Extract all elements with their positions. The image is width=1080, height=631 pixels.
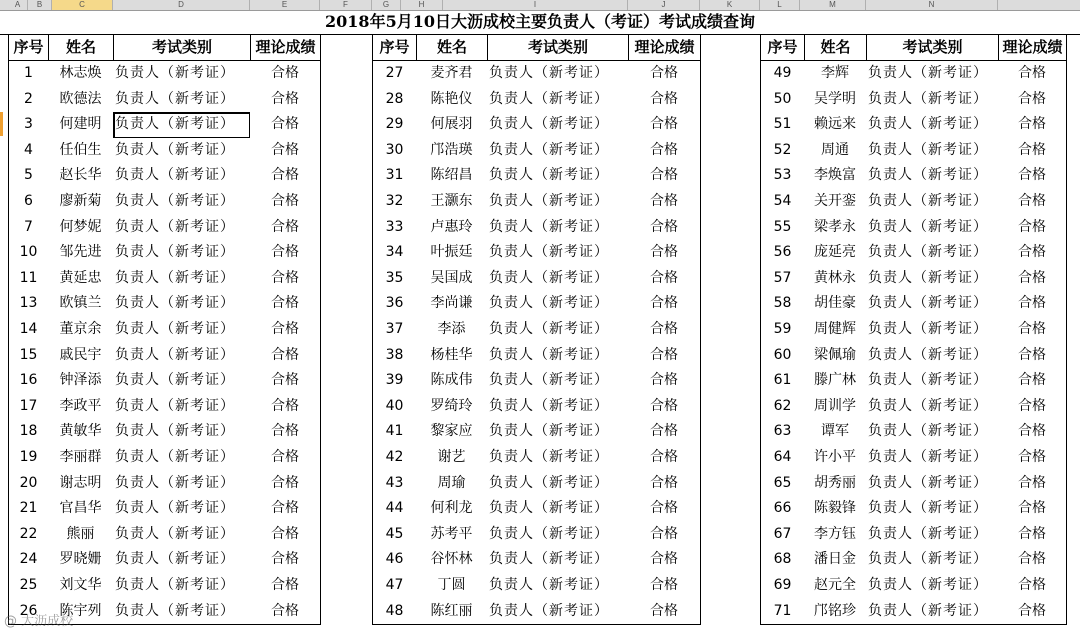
cell-score-g3-r14[interactable]: 合格 — [998, 394, 1067, 421]
header-name-group-3[interactable]: 姓名 — [804, 34, 867, 61]
cell-name-g1-r1[interactable]: 林志焕 — [48, 61, 114, 88]
cell-name-g1-r20[interactable]: 罗晓姗 — [48, 547, 114, 574]
cell-score-g3-r16[interactable]: 合格 — [998, 445, 1067, 472]
cell-type-g2-r18[interactable]: 负责人（新考证） — [487, 496, 629, 523]
cell-name-g3-r7[interactable]: 梁孝永 — [804, 215, 867, 242]
cell-name-g2-r19[interactable]: 苏考平 — [416, 522, 488, 549]
cell-name-g3-r12[interactable]: 梁佩瑜 — [804, 343, 867, 370]
cell-seq-g2-r3[interactable]: 29 — [372, 112, 417, 139]
cell-name-g2-r4[interactable]: 邝浩瑛 — [416, 138, 488, 165]
cell-type-g1-r19[interactable]: 负责人（新考证） — [113, 522, 251, 549]
cell-score-g3-r7[interactable]: 合格 — [998, 215, 1067, 242]
cell-name-g1-r18[interactable]: 官昌华 — [48, 496, 114, 523]
cell-score-g2-r7[interactable]: 合格 — [628, 215, 701, 242]
cell-score-g2-r6[interactable]: 合格 — [628, 189, 701, 216]
cell-name-g3-r8[interactable]: 庞延亮 — [804, 240, 867, 267]
cell-name-g1-r2[interactable]: 欧德法 — [48, 87, 114, 114]
cell-seq-g2-r17[interactable]: 43 — [372, 471, 417, 498]
cell-score-g2-r15[interactable]: 合格 — [628, 419, 701, 446]
cell-score-g2-r21[interactable]: 合格 — [628, 573, 701, 600]
cell-score-g1-r20[interactable]: 合格 — [250, 547, 321, 574]
cell-score-g3-r6[interactable]: 合格 — [998, 189, 1067, 216]
cell-type-g3-r6[interactable]: 负责人（新考证） — [866, 189, 999, 216]
header-seq-group-2[interactable]: 序号 — [372, 34, 417, 61]
cell-type-g2-r19[interactable]: 负责人（新考证） — [487, 522, 629, 549]
cell-seq-g2-r5[interactable]: 31 — [372, 163, 417, 190]
header-name-group-2[interactable]: 姓名 — [416, 34, 488, 61]
column-header-G[interactable]: G — [372, 0, 401, 10]
cell-seq-g2-r9[interactable]: 35 — [372, 266, 417, 293]
row-indicator — [0, 112, 3, 136]
cell-type-g2-r17[interactable]: 负责人（新考证） — [487, 471, 629, 498]
cell-seq-g2-r19[interactable]: 45 — [372, 522, 417, 549]
cell-score-g3-r17[interactable]: 合格 — [998, 471, 1067, 498]
cell-name-g2-r17[interactable]: 周瑜 — [416, 471, 488, 498]
cell-type-g1-r4[interactable]: 负责人（新考证） — [113, 138, 251, 165]
cell-name-g2-r21[interactable]: 丁圆 — [416, 573, 488, 600]
cell-seq-g2-r13[interactable]: 39 — [372, 368, 417, 395]
cell-seq-g2-r8[interactable]: 34 — [372, 240, 417, 267]
cell-seq-g3-r9[interactable]: 57 — [760, 266, 805, 293]
cell-type-g1-r18[interactable]: 负责人（新考证） — [113, 496, 251, 523]
cell-seq-g3-r17[interactable]: 65 — [760, 471, 805, 498]
cell-seq-g1-r15[interactable]: 18 — [8, 419, 49, 446]
cell-seq-g2-r18[interactable]: 44 — [372, 496, 417, 523]
cell-seq-g3-r3[interactable]: 51 — [760, 112, 805, 139]
header-type-group-1[interactable]: 考试类别 — [113, 34, 251, 61]
cell-score-g3-r8[interactable]: 合格 — [998, 240, 1067, 267]
cell-seq-g1-r3[interactable]: 3 — [8, 112, 49, 139]
cell-score-g1-r9[interactable]: 合格 — [250, 266, 321, 293]
cell-name-g1-r15[interactable]: 黄敏华 — [48, 419, 114, 446]
cell-type-g1-r8[interactable]: 负责人（新考证） — [113, 240, 251, 267]
cell-seq-g3-r5[interactable]: 53 — [760, 163, 805, 190]
cell-seq-g2-r20[interactable]: 46 — [372, 547, 417, 574]
column-header-F[interactable]: F — [320, 0, 372, 10]
cell-seq-g1-r6[interactable]: 6 — [8, 189, 49, 216]
column-header-B[interactable]: B — [28, 0, 52, 10]
cell-score-g1-r8[interactable]: 合格 — [250, 240, 321, 267]
cell-type-g3-r17[interactable]: 负责人（新考证） — [866, 471, 999, 498]
cell-type-g2-r22[interactable]: 负责人（新考证） — [487, 599, 629, 626]
cell-score-g3-r9[interactable]: 合格 — [998, 266, 1067, 293]
cell-score-g2-r3[interactable]: 合格 — [628, 112, 701, 139]
cell-name-g2-r7[interactable]: 卢惠玲 — [416, 215, 488, 242]
cell-type-g1-r10[interactable]: 负责人（新考证） — [113, 291, 251, 318]
cell-seq-g1-r22[interactable]: 26 — [8, 599, 49, 626]
cell-name-g3-r11[interactable]: 周健辉 — [804, 317, 867, 344]
cell-score-g3-r10[interactable]: 合格 — [998, 291, 1067, 318]
cell-name-g3-r3[interactable]: 赖远来 — [804, 112, 867, 139]
cell-score-g1-r22[interactable]: 合格 — [250, 599, 321, 626]
cell-score-g2-r8[interactable]: 合格 — [628, 240, 701, 267]
cell-name-g1-r21[interactable]: 刘文华 — [48, 573, 114, 600]
cell-seq-g1-r4[interactable]: 4 — [8, 138, 49, 165]
cell-score-g2-r4[interactable]: 合格 — [628, 138, 701, 165]
cell-name-g1-r6[interactable]: 廖新菊 — [48, 189, 114, 216]
cell-score-g1-r14[interactable]: 合格 — [250, 394, 321, 421]
column-header-C[interactable]: C — [52, 0, 113, 10]
watermark-text: @ 大沥成校 — [4, 614, 74, 629]
cell-name-g3-r9[interactable]: 黄林永 — [804, 266, 867, 293]
cell-seq-g3-r4[interactable]: 52 — [760, 138, 805, 165]
cell-score-g3-r20[interactable]: 合格 — [998, 547, 1067, 574]
cell-seq-g2-r12[interactable]: 38 — [372, 343, 417, 370]
cell-type-g3-r15[interactable]: 负责人（新考证） — [866, 419, 999, 446]
cell-type-g1-r3[interactable]: 负责人（新考证） — [113, 112, 251, 139]
cell-seq-g3-r8[interactable]: 56 — [760, 240, 805, 267]
column-header-A[interactable]: A — [8, 0, 28, 10]
cell-type-g3-r16[interactable]: 负责人（新考证） — [866, 445, 999, 472]
cell-type-g1-r12[interactable]: 负责人（新考证） — [113, 343, 251, 370]
cell-name-g3-r1[interactable]: 李辉 — [804, 61, 867, 88]
cell-seq-g3-r16[interactable]: 64 — [760, 445, 805, 472]
cell-score-g3-r4[interactable]: 合格 — [998, 138, 1067, 165]
cell-type-g3-r12[interactable]: 负责人（新考证） — [866, 343, 999, 370]
cell-seq-g3-r6[interactable]: 54 — [760, 189, 805, 216]
header-seq-group-3[interactable]: 序号 — [760, 34, 805, 61]
cell-seq-g1-r20[interactable]: 24 — [8, 547, 49, 574]
cell-type-g3-r13[interactable]: 负责人（新考证） — [866, 368, 999, 395]
cell-type-g2-r16[interactable]: 负责人（新考证） — [487, 445, 629, 472]
cell-score-g2-r19[interactable]: 合格 — [628, 522, 701, 549]
cell-score-g1-r16[interactable]: 合格 — [250, 445, 321, 472]
header-name-group-1[interactable]: 姓名 — [48, 34, 114, 61]
cell-name-g3-r17[interactable]: 胡秀丽 — [804, 471, 867, 498]
cell-name-g2-r20[interactable]: 谷怀林 — [416, 547, 488, 574]
cell-name-g3-r21[interactable]: 赵元全 — [804, 573, 867, 600]
cell-score-g2-r10[interactable]: 合格 — [628, 291, 701, 318]
cell-seq-g3-r14[interactable]: 62 — [760, 394, 805, 421]
header-seq-group-1[interactable]: 序号 — [8, 34, 49, 61]
cell-name-g3-r5[interactable]: 李焕富 — [804, 163, 867, 190]
cell-seq-g3-r2[interactable]: 50 — [760, 87, 805, 114]
cell-type-g1-r5[interactable]: 负责人（新考证） — [113, 163, 251, 190]
cell-name-g2-r1[interactable]: 麦齐君 — [416, 61, 488, 88]
cell-seq-g1-r10[interactable]: 13 — [8, 291, 49, 318]
cell-score-g3-r15[interactable]: 合格 — [998, 419, 1067, 446]
cell-seq-g2-r11[interactable]: 37 — [372, 317, 417, 344]
cell-seq-g3-r19[interactable]: 67 — [760, 522, 805, 549]
cell-seq-g1-r9[interactable]: 11 — [8, 266, 49, 293]
cell-type-g2-r6[interactable]: 负责人（新考证） — [487, 189, 629, 216]
cell-name-g3-r4[interactable]: 周通 — [804, 138, 867, 165]
cell-type-g1-r20[interactable]: 负责人（新考证） — [113, 547, 251, 574]
cell-score-g1-r11[interactable]: 合格 — [250, 317, 321, 344]
cell-score-g3-r18[interactable]: 合格 — [998, 496, 1067, 523]
cell-score-g1-r5[interactable]: 合格 — [250, 163, 321, 190]
column-header-I[interactable]: I — [443, 0, 628, 10]
cell-type-g3-r18[interactable]: 负责人（新考证） — [866, 496, 999, 523]
cell-type-g2-r7[interactable]: 负责人（新考证） — [487, 215, 629, 242]
cell-name-g2-r11[interactable]: 李添 — [416, 317, 488, 344]
cell-name-g1-r13[interactable]: 钟泽添 — [48, 368, 114, 395]
cell-type-g2-r20[interactable]: 负责人（新考证） — [487, 547, 629, 574]
cell-score-g1-r17[interactable]: 合格 — [250, 471, 321, 498]
cell-seq-g1-r13[interactable]: 16 — [8, 368, 49, 395]
cell-seq-g3-r20[interactable]: 68 — [760, 547, 805, 574]
cell-name-g2-r22[interactable]: 陈红丽 — [416, 599, 488, 626]
header-type-group-2[interactable]: 考试类别 — [487, 34, 629, 61]
cell-seq-g1-r11[interactable]: 14 — [8, 317, 49, 344]
cell-type-g1-r11[interactable]: 负责人（新考证） — [113, 317, 251, 344]
cell-score-g3-r21[interactable]: 合格 — [998, 573, 1067, 600]
cell-seq-g3-r1[interactable]: 49 — [760, 61, 805, 88]
cell-type-g2-r15[interactable]: 负责人（新考证） — [487, 419, 629, 446]
cell-score-g2-r18[interactable]: 合格 — [628, 496, 701, 523]
cell-score-g1-r18[interactable]: 合格 — [250, 496, 321, 523]
column-header-L[interactable]: L — [760, 0, 800, 10]
cell-type-g3-r19[interactable]: 负责人（新考证） — [866, 522, 999, 549]
cell-name-g2-r14[interactable]: 罗绮玲 — [416, 394, 488, 421]
cell-score-g1-r19[interactable]: 合格 — [250, 522, 321, 549]
cell-seq-g1-r1[interactable]: 1 — [8, 61, 49, 88]
cell-type-g3-r14[interactable]: 负责人（新考证） — [866, 394, 999, 421]
cell-seq-g2-r4[interactable]: 30 — [372, 138, 417, 165]
column-header-K[interactable]: K — [700, 0, 760, 10]
cell-seq-g2-r1[interactable]: 27 — [372, 61, 417, 88]
cell-score-g2-r22[interactable]: 合格 — [628, 599, 701, 626]
cell-score-g2-r16[interactable]: 合格 — [628, 445, 701, 472]
cell-type-g3-r7[interactable]: 负责人（新考证） — [866, 215, 999, 242]
cell-seq-g1-r8[interactable]: 10 — [8, 240, 49, 267]
cell-type-g1-r16[interactable]: 负责人（新考证） — [113, 445, 251, 472]
cell-name-g1-r8[interactable]: 邹先进 — [48, 240, 114, 267]
cell-type-g1-r22[interactable]: 负责人（新考证） — [113, 599, 251, 626]
cell-type-g1-r7[interactable]: 负责人（新考证） — [113, 215, 251, 242]
cell-name-g1-r5[interactable]: 赵长华 — [48, 163, 114, 190]
cell-seq-g2-r2[interactable]: 28 — [372, 87, 417, 114]
cell-score-g3-r19[interactable]: 合格 — [998, 522, 1067, 549]
cell-score-g1-r1[interactable]: 合格 — [250, 61, 321, 88]
cell-type-g3-r22[interactable]: 负责人（新考证） — [866, 599, 999, 626]
cell-score-g1-r7[interactable]: 合格 — [250, 215, 321, 242]
cell-type-g3-r8[interactable]: 负责人（新考证） — [866, 240, 999, 267]
cell-score-g2-r17[interactable]: 合格 — [628, 471, 701, 498]
cell-name-g3-r10[interactable]: 胡佳豪 — [804, 291, 867, 318]
cell-seq-g3-r12[interactable]: 60 — [760, 343, 805, 370]
cell-type-g1-r9[interactable]: 负责人（新考证） — [113, 266, 251, 293]
cell-name-g1-r19[interactable]: 熊丽 — [48, 522, 114, 549]
cell-type-g3-r21[interactable]: 负责人（新考证） — [866, 573, 999, 600]
cell-name-g2-r3[interactable]: 何展羽 — [416, 112, 488, 139]
cell-type-g2-r11[interactable]: 负责人（新考证） — [487, 317, 629, 344]
cell-name-g2-r16[interactable]: 谢艺 — [416, 445, 488, 472]
cell-seq-g1-r14[interactable]: 17 — [8, 394, 49, 421]
cell-type-g1-r17[interactable]: 负责人（新考证） — [113, 471, 251, 498]
cell-score-g3-r13[interactable]: 合格 — [998, 368, 1067, 395]
cell-name-g2-r2[interactable]: 陈艳仪 — [416, 87, 488, 114]
cell-name-g1-r14[interactable]: 李政平 — [48, 394, 114, 421]
header-score-group-1[interactable]: 理论成绩 — [250, 34, 321, 61]
cell-seq-g2-r22[interactable]: 48 — [372, 599, 417, 626]
cell-type-g2-r1[interactable]: 负责人（新考证） — [487, 61, 629, 88]
cell-name-g3-r14[interactable]: 周训学 — [804, 394, 867, 421]
cell-name-g3-r18[interactable]: 陈毅锋 — [804, 496, 867, 523]
cell-score-g2-r9[interactable]: 合格 — [628, 266, 701, 293]
cell-score-g2-r14[interactable]: 合格 — [628, 394, 701, 421]
cell-seq-g2-r15[interactable]: 41 — [372, 419, 417, 446]
column-header-M[interactable]: M — [800, 0, 866, 10]
cell-score-g3-r5[interactable]: 合格 — [998, 163, 1067, 190]
cell-score-g1-r21[interactable]: 合格 — [250, 573, 321, 600]
cell-seq-g3-r21[interactable]: 69 — [760, 573, 805, 600]
cell-name-g3-r20[interactable]: 潘日金 — [804, 547, 867, 574]
cell-score-g2-r12[interactable]: 合格 — [628, 343, 701, 370]
cell-score-g3-r3[interactable]: 合格 — [998, 112, 1067, 139]
cell-type-g3-r2[interactable]: 负责人（新考证） — [866, 87, 999, 114]
cell-seq-g1-r19[interactable]: 22 — [8, 522, 49, 549]
cell-score-g2-r11[interactable]: 合格 — [628, 317, 701, 344]
cell-seq-g3-r18[interactable]: 66 — [760, 496, 805, 523]
cell-score-g2-r5[interactable]: 合格 — [628, 163, 701, 190]
cell-name-g3-r15[interactable]: 谭军 — [804, 419, 867, 446]
cell-name-g1-r9[interactable]: 黄延忠 — [48, 266, 114, 293]
cell-seq-g1-r2[interactable]: 2 — [8, 87, 49, 114]
cell-score-g3-r2[interactable]: 合格 — [998, 87, 1067, 114]
header-score-group-3[interactable]: 理论成绩 — [998, 34, 1067, 61]
cell-score-g1-r12[interactable]: 合格 — [250, 343, 321, 370]
cell-score-g1-r3[interactable]: 合格 — [250, 112, 321, 139]
cell-type-g2-r3[interactable]: 负责人（新考证） — [487, 112, 629, 139]
cell-type-g1-r2[interactable]: 负责人（新考证） — [113, 87, 251, 114]
cell-score-g2-r2[interactable]: 合格 — [628, 87, 701, 114]
cell-seq-g2-r6[interactable]: 32 — [372, 189, 417, 216]
cell-score-g1-r6[interactable]: 合格 — [250, 189, 321, 216]
cell-name-g3-r13[interactable]: 滕广林 — [804, 368, 867, 395]
cell-seq-g2-r21[interactable]: 47 — [372, 573, 417, 600]
cell-seq-g3-r22[interactable]: 71 — [760, 599, 805, 626]
cell-seq-g2-r16[interactable]: 42 — [372, 445, 417, 472]
cell-name-g3-r22[interactable]: 邝铭珍 — [804, 599, 867, 626]
cell-type-g1-r6[interactable]: 负责人（新考证） — [113, 189, 251, 216]
column-header-D[interactable]: D — [113, 0, 250, 10]
header-score-group-2[interactable]: 理论成绩 — [628, 34, 701, 61]
cell-name-g2-r8[interactable]: 叶振廷 — [416, 240, 488, 267]
cell-name-g1-r4[interactable]: 任伯生 — [48, 138, 114, 165]
cell-type-g2-r8[interactable]: 负责人（新考证） — [487, 240, 629, 267]
cell-name-g1-r7[interactable]: 何梦妮 — [48, 215, 114, 242]
cell-seq-g3-r7[interactable]: 55 — [760, 215, 805, 242]
cell-name-g2-r5[interactable]: 陈绍昌 — [416, 163, 488, 190]
cell-name-g3-r6[interactable]: 关开銮 — [804, 189, 867, 216]
cell-type-g3-r3[interactable]: 负责人（新考证） — [866, 112, 999, 139]
cell-type-g2-r21[interactable]: 负责人（新考证） — [487, 573, 629, 600]
cell-type-g1-r14[interactable]: 负责人（新考证） — [113, 394, 251, 421]
cell-seq-g3-r10[interactable]: 58 — [760, 291, 805, 318]
cell-type-g1-r1[interactable]: 负责人（新考证） — [113, 61, 251, 88]
cell-name-g1-r10[interactable]: 欧镇兰 — [48, 291, 114, 318]
cell-name-g2-r10[interactable]: 李尚谦 — [416, 291, 488, 318]
cell-name-g1-r12[interactable]: 戚民宇 — [48, 343, 114, 370]
cell-score-g1-r13[interactable]: 合格 — [250, 368, 321, 395]
cell-seq-g2-r14[interactable]: 40 — [372, 394, 417, 421]
cell-seq-g1-r17[interactable]: 20 — [8, 471, 49, 498]
cell-score-g3-r11[interactable]: 合格 — [998, 317, 1067, 344]
cell-seq-g1-r21[interactable]: 25 — [8, 573, 49, 600]
cell-type-g3-r1[interactable]: 负责人（新考证） — [866, 61, 999, 88]
cell-name-g1-r22[interactable]: 陈宇列 — [48, 599, 114, 626]
cell-name-g3-r19[interactable]: 李方钰 — [804, 522, 867, 549]
cell-type-g2-r2[interactable]: 负责人（新考证） — [487, 87, 629, 114]
cell-name-g2-r13[interactable]: 陈成伟 — [416, 368, 488, 395]
cell-seq-g1-r18[interactable]: 21 — [8, 496, 49, 523]
cell-seq-g1-r5[interactable]: 5 — [8, 163, 49, 190]
cell-name-g1-r11[interactable]: 董京余 — [48, 317, 114, 344]
cell-type-g2-r14[interactable]: 负责人（新考证） — [487, 394, 629, 421]
cell-type-g2-r13[interactable]: 负责人（新考证） — [487, 368, 629, 395]
cell-score-g2-r13[interactable]: 合格 — [628, 368, 701, 395]
cell-type-g3-r9[interactable]: 负责人（新考证） — [866, 266, 999, 293]
cell-score-g3-r12[interactable]: 合格 — [998, 343, 1067, 370]
sheet-title: 2018年5月10日大沥成校主要负责人（考证）考试成绩查询 — [0, 10, 1080, 35]
cell-name-g3-r16[interactable]: 许小平 — [804, 445, 867, 472]
cell-seq-g3-r11[interactable]: 59 — [760, 317, 805, 344]
cell-score-g1-r10[interactable]: 合格 — [250, 291, 321, 318]
cell-type-g1-r13[interactable]: 负责人（新考证） — [113, 368, 251, 395]
cell-type-g2-r5[interactable]: 负责人（新考证） — [487, 163, 629, 190]
cell-score-g2-r1[interactable]: 合格 — [628, 61, 701, 88]
column-header-N[interactable]: N — [866, 0, 998, 10]
cell-seq-g1-r7[interactable]: 7 — [8, 215, 49, 242]
cell-type-g1-r15[interactable]: 负责人（新考证） — [113, 419, 251, 446]
cell-score-g1-r4[interactable]: 合格 — [250, 138, 321, 165]
header-type-group-3[interactable]: 考试类别 — [866, 34, 999, 61]
column-header-J[interactable]: J — [628, 0, 700, 10]
cell-name-g1-r3[interactable]: 何建明 — [48, 112, 114, 139]
cell-seq-g1-r16[interactable]: 19 — [8, 445, 49, 472]
cell-score-g1-r15[interactable]: 合格 — [250, 419, 321, 446]
cell-name-g3-r2[interactable]: 吴学明 — [804, 87, 867, 114]
cell-type-g3-r11[interactable]: 负责人（新考证） — [866, 317, 999, 344]
cell-name-g2-r9[interactable]: 吴国成 — [416, 266, 488, 293]
cell-type-g3-r20[interactable]: 负责人（新考证） — [866, 547, 999, 574]
cell-name-g2-r15[interactable]: 黎家应 — [416, 419, 488, 446]
cell-score-g3-r22[interactable]: 合格 — [998, 599, 1067, 626]
cell-score-g1-r2[interactable]: 合格 — [250, 87, 321, 114]
cell-type-g2-r9[interactable]: 负责人（新考证） — [487, 266, 629, 293]
cell-type-g1-r21[interactable]: 负责人（新考证） — [113, 573, 251, 600]
cell-type-g3-r5[interactable]: 负责人（新考证） — [866, 163, 999, 190]
cell-seq-g2-r10[interactable]: 36 — [372, 291, 417, 318]
cell-type-g3-r10[interactable]: 负责人（新考证） — [866, 291, 999, 318]
column-header-H[interactable]: H — [401, 0, 443, 10]
cell-name-g2-r6[interactable]: 王灏东 — [416, 189, 488, 216]
cell-type-g2-r4[interactable]: 负责人（新考证） — [487, 138, 629, 165]
cell-type-g3-r4[interactable]: 负责人（新考证） — [866, 138, 999, 165]
cell-seq-g3-r13[interactable]: 61 — [760, 368, 805, 395]
cell-name-g1-r17[interactable]: 谢志明 — [48, 471, 114, 498]
cell-name-g1-r16[interactable]: 李丽群 — [48, 445, 114, 472]
cell-type-g2-r10[interactable]: 负责人（新考证） — [487, 291, 629, 318]
cell-name-g2-r18[interactable]: 何利龙 — [416, 496, 488, 523]
cell-seq-g1-r12[interactable]: 15 — [8, 343, 49, 370]
cell-seq-g2-r7[interactable]: 33 — [372, 215, 417, 242]
cell-type-g2-r12[interactable]: 负责人（新考证） — [487, 343, 629, 370]
column-header-E[interactable]: E — [250, 0, 320, 10]
cell-score-g3-r1[interactable]: 合格 — [998, 61, 1067, 88]
cell-score-g2-r20[interactable]: 合格 — [628, 547, 701, 574]
cell-name-g2-r12[interactable]: 杨桂华 — [416, 343, 488, 370]
cell-seq-g3-r15[interactable]: 63 — [760, 419, 805, 446]
